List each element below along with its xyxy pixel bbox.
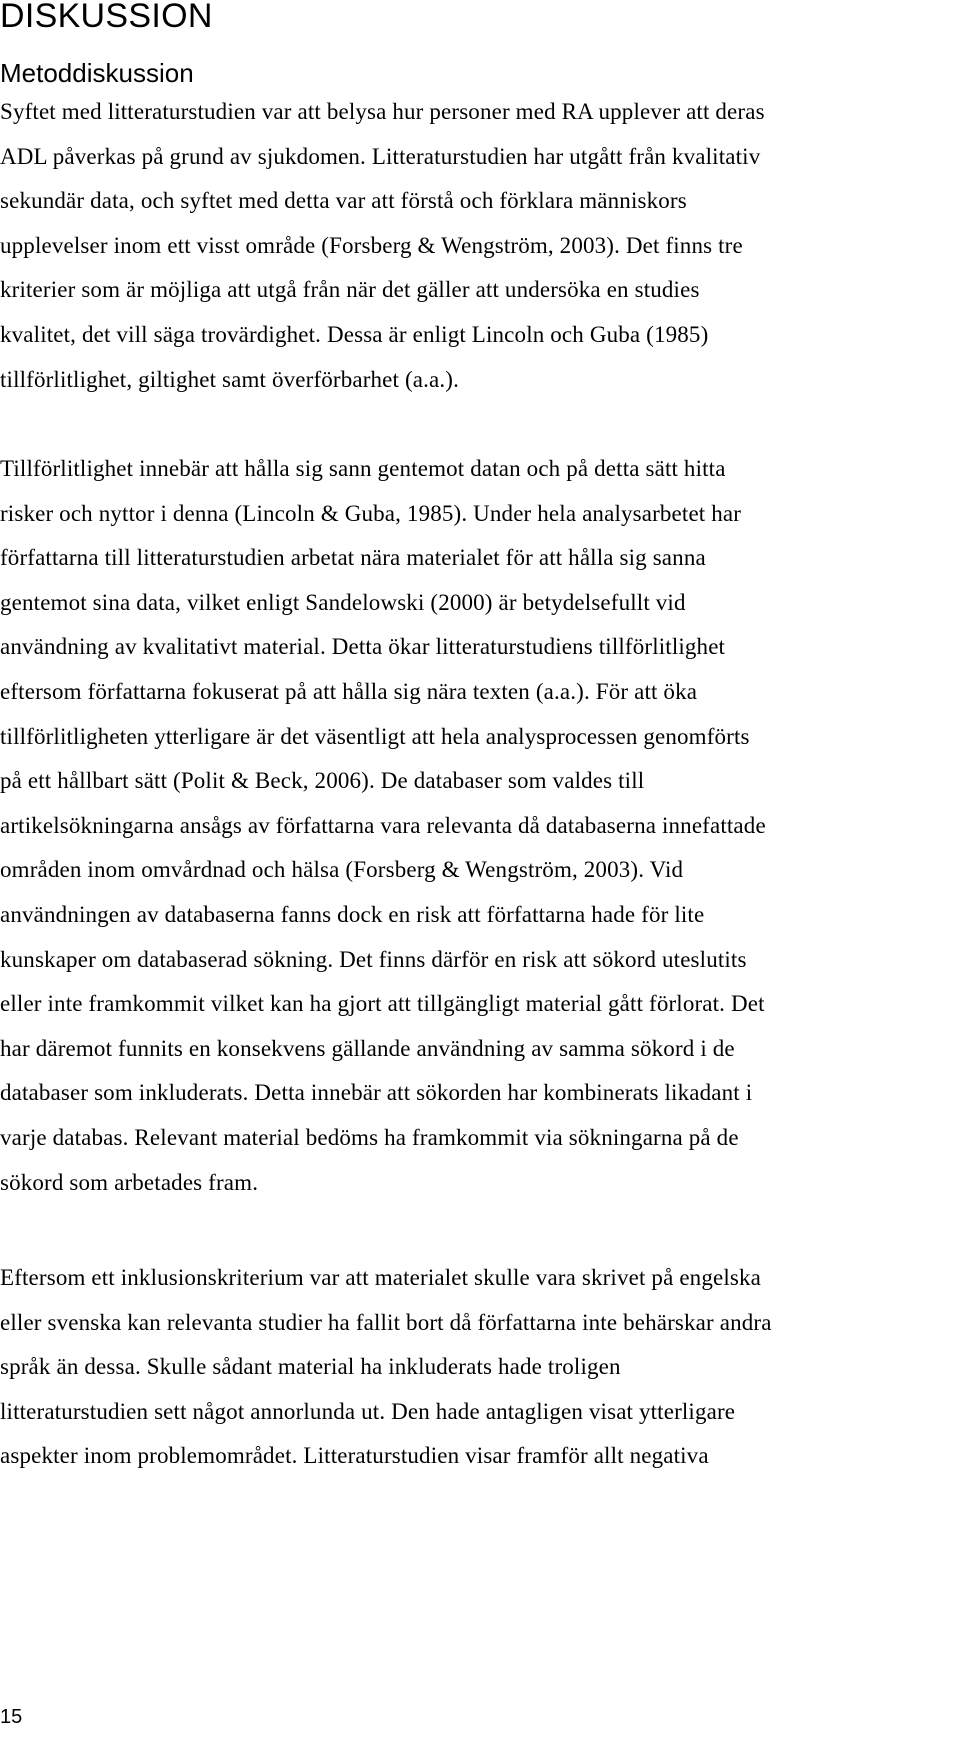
text-line: gentemot sina data, vilket enligt Sandelowski (2000) är betydelsefullt vid [0, 589, 686, 615]
text-line: kvalitet, det vill säga trovärdighet. Dessa är enligt Lincoln och Guba (1985) [0, 321, 709, 347]
paragraph-trustworthiness [0, 447, 960, 1205]
subsection-heading: Metoddiskussion [0, 58, 194, 88]
text-line: databaser som inkluderats. Detta innebär att sökorden har kombinerats likadant i [0, 1080, 753, 1106]
text-line: Syftet med litteraturstudien var att belysa hur personer med RA upplever att deras [0, 99, 765, 124]
text-line: kriterier som är möjliga att utgå från när det gäller att undersöka en studies [0, 277, 700, 303]
text-line: litteraturstudien sett något annorlunda ut. Den hade antagligen visat ytterligare [0, 1398, 736, 1424]
text-line: artikelsökningarna ansågs av författarna vara relevanta då databaserna innefattade [0, 812, 766, 838]
text-line: ADL påverkas på grund av sjukdomen. Litteraturstudien har utgått från kvalitativ [0, 143, 761, 169]
text-line: användningen av databaserna fanns dock en risk att författarna hade för lite [0, 901, 705, 927]
paragraph-method-purpose [0, 90, 960, 402]
text-line: tillförlitlighet, giltighet samt överförbarhet (a.a.). [0, 366, 460, 392]
text-line: sökord som arbetades fram. [0, 1169, 259, 1195]
text-line: eftersom författarna fokuserat på att hålla sig nära texten (a.a.). För att öka [0, 678, 698, 704]
text-line: tillförlitligheten ytterligare är det väsentligt att hela analysprocessen genomförts [0, 723, 750, 749]
text-line: kunskaper om databaserad sökning. Det finns därför en risk att sökord uteslutits [0, 946, 747, 972]
text-line: Tillförlitlighet innebär att hålla sig sann gentemot datan och på detta sätt hitta [0, 456, 726, 481]
text-line: Eftersom ett inklusionskriterium var att materialet skulle vara skrivet på engelska [0, 1265, 761, 1290]
text-line: på ett hållbart sätt (Polit & Beck, 2006). De databaser som valdes till [0, 768, 645, 794]
paragraph-inclusion-criteria [0, 1256, 960, 1479]
text-line: upplevelser inom ett visst område (Forsberg & Wengström, 2003). Det finns tre [0, 232, 743, 258]
text-line: författarna till litteraturstudien arbetat nära materialet för att hålla sig sanna [0, 545, 706, 571]
text-line: risker och nyttor i denna (Lincoln & Guba, 1985). Under hela analysarbetet har [0, 500, 742, 526]
text-line: har däremot funnits en konsekvens gällande användning av samma sökord i de [0, 1035, 735, 1061]
text-line: användning av kvalitativt material. Detta ökar litteraturstudiens tillförlitlighet [0, 634, 726, 660]
page-number: 15 [0, 1706, 23, 1728]
text-line: språk än dessa. Skulle sådant material ha inkluderats hade troligen [0, 1354, 621, 1380]
section-heading: DISKUSSION [0, 0, 213, 35]
text-line: sekundär data, och syftet med detta var att förstå och förklara människors [0, 188, 687, 214]
text-line: områden inom omvårdnad och hälsa (Forsberg & Wengström, 2003). Vid [0, 857, 684, 883]
text-line: aspekter inom problemområdet. Litteraturstudien visar framför allt negativa [0, 1443, 709, 1469]
text-line: eller svenska kan relevanta studier ha fallit bort då författarna inte behärskar andra [0, 1309, 772, 1335]
text-line: varje databas. Relevant material bedöms ha framkommit via sökningarna på de [0, 1124, 739, 1150]
text-line: eller inte framkommit vilket kan ha gjort att tillgängligt material gått förlorat. Det [0, 991, 765, 1017]
